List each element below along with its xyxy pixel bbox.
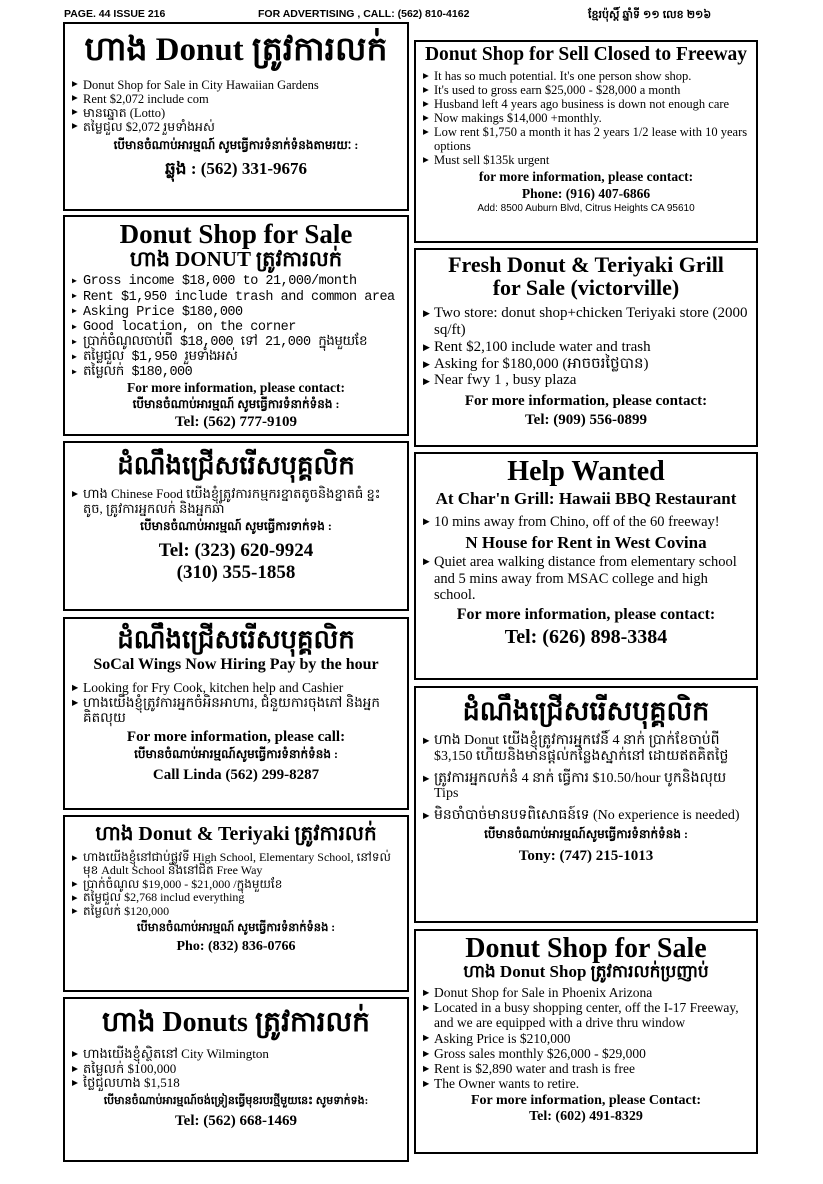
ad-item: ▶ Donut Shop for Sale in Phoenix Arizona: [423, 985, 749, 1000]
ad-item: ▶ Now makings $14,000 +monthly.: [423, 111, 749, 125]
ad-item: ▶ Asking Price is $210,000: [423, 1031, 749, 1046]
ad-phone: Tony: (747) 215-1013: [518, 847, 654, 864]
ad-title: ដំណឹងជ្រើសរើសបុគ្គលិក: [462, 696, 710, 726]
ad-contact-en: For more information, please Contact:: [470, 1093, 702, 1108]
ad-item: ▶ Good location, on the corner: [72, 320, 400, 335]
ad-item: ▶ It's used to gross earn $25,000 - $28,000 a month: [423, 83, 749, 97]
ad-donut-shop-for-sale: [63, 215, 409, 436]
ad-item: ▶ ហាងយើងខ្ញុំត្រូវការអ្នកចំអិនអាហារ, ជំនួយការចុងភៅ និងអ្នកគិតលុយ: [72, 695, 400, 725]
ad-item: ▶ ត្រូវការអ្នកលក់នំ 4 នាក់ ធ្វើការ $10.50/hour បូកនិងលុយ Tips: [423, 771, 749, 802]
ad-phone: (310) 355-1858: [176, 562, 296, 584]
ad-item: ▶ The Owner wants to retire.: [423, 1076, 749, 1091]
ad-title: ហាង Donuts ត្រូវការលក់: [102, 1007, 370, 1038]
ad-phone: Tel: (909) 556-0899: [525, 412, 647, 429]
ad-contact: បើមានចំណាប់អារម្មណ៍ សូមធ្វើការទំនាក់ទំនងតាមរយៈ :: [113, 137, 359, 152]
ad-hiring-chinese-food: [63, 441, 409, 611]
ad-item: ▶ តម្លៃជួល $1,950 រួមទាំងអស់: [72, 350, 400, 365]
ad-item: ▶ មានឆ្នោត (Lotto): [72, 106, 400, 120]
ad-hiring-donut: [414, 686, 758, 923]
ad-phone: ឆ្លុង : (562) 331-9676: [165, 158, 307, 178]
ad-address: Add: 8500 Auburn Blvd, Citrus Heights CA 95610: [477, 203, 695, 215]
ad-contact-en: For more information, please contact:: [126, 380, 346, 396]
ad-item: ▶ It has so much potential. It's one person show shop.: [423, 69, 749, 83]
ad-title: ដំណឹងជ្រើសរើសបុគ្គលិក: [117, 625, 355, 654]
ad-item: ▶ តម្លៃលក់ $100,000: [72, 1062, 400, 1077]
issue-khmer: ខ្មែរប៉ុស្ដិ៍ ឆ្នាំទី ១១ លេខ ២១៦: [588, 9, 712, 21]
ad-socal-wings: [63, 617, 409, 810]
ad-phone: Pho: (832) 836-0766: [176, 939, 296, 955]
page-number: PAGE. 44 ISSUE 216: [64, 8, 166, 20]
ad-item: ▶ Must sell $135k urgent: [423, 153, 749, 167]
ad-item: ▶ ថ្លៃជួលហាង $1,518: [72, 1076, 400, 1091]
ad-subtitle: At Char'n Grill: Hawaii BBQ Restaurant: [435, 489, 737, 509]
ad-contact: បើមានចំណាប់អារម្មណ៍ចង់ទ្រៀនធ្វើមុខរបរថ្មីមួយនេះ សូមទាក់ទង:: [103, 1095, 369, 1108]
ad-item: ▶ មិនចាំបាច់មានបទពិសោធន៍ទេ (No experience is needed): [423, 808, 749, 824]
ad-title: Donut Shop for Sale: [119, 219, 353, 249]
ad-fresh-donut-teriyaki: [414, 248, 758, 447]
ad-subtitle: ហាង DONUT ត្រូវការលក់: [129, 247, 343, 272]
ad-item: ▶ ប្រាក់ចំណូលចាប់ពី $18,000 ទៅ 21,000 ក្នុងមួយខែ: [72, 335, 400, 350]
ad-title: ដំណឹងជ្រើសរើសបុគ្គលិក: [117, 451, 355, 480]
ad-item: ▶ Rent is $2,890 water and trash is free: [423, 1061, 749, 1076]
ad-phone: Tel: (562) 777-9109: [175, 414, 297, 431]
ad-item: ▶ Asking Price $180,000: [72, 305, 400, 320]
ad-item: ▶ Asking for $180,000 (អាចចរថ្លៃបាន): [423, 356, 749, 373]
ad-item: ▶ Gross income $18,000 to 21,000/month: [72, 274, 400, 289]
ad-item: ▶ Low rent $1,750 a month it has 2 years 1/2 lease with 10 years options: [423, 125, 749, 153]
ad-title: Fresh Donut & Teriyaki Grill: [448, 252, 724, 277]
ad-contact: បើមានចំណាប់អារម្មណ៍ សូមធ្វើការទាក់ទង :: [140, 519, 332, 534]
ad-donut-closed-freeway: [414, 40, 758, 243]
ad-subtitle: ហាង Donut Shop ត្រូវការលក់ប្រញាប់: [463, 962, 709, 982]
ad-donut-phoenix: [414, 929, 758, 1154]
ad-title: Help Wanted: [507, 456, 665, 487]
ad-contact: បើមានចំណាប់អារម្មណ៍សូមធ្វើការទំនាក់ទំនង :: [134, 747, 338, 762]
ad-donut-hawaiian-gardens: [63, 22, 409, 211]
ad-item: ▶ Near fwy 1 , busy plaza: [423, 372, 749, 389]
ad-title: Donut Shop for Sale: [465, 933, 707, 964]
ad-donuts-wilmington: [63, 997, 409, 1162]
ad-phone: Tel: (602) 491-8329: [529, 1109, 643, 1124]
advertising-line: FOR ADVERTISING , CALL: (562) 810-4162: [258, 8, 470, 20]
ad-contact-en: for more information, please contact:: [478, 169, 694, 185]
ad-item: ▶ ហាងយើងខ្ញុំនៅជាប់ផ្លូវទី High School, Elementary School, នៅទល់មុខ Adult School និងនៅជិត Free Way: [72, 851, 400, 878]
ad-item: ▶ តម្លៃលក់ $120,000: [72, 905, 400, 918]
ad-subtitle: for Sale (victorville): [492, 275, 680, 301]
ad-item: ▶ Located in a busy shopping center, off the I-17 Freeway, and we are equipped with a drive thru window: [423, 1000, 749, 1030]
ad-contact-en: For more information, please contact:: [464, 393, 708, 410]
ad-item: ▶ ហាងយើងខ្ញុំស្ថិតនៅ City Wilmington: [72, 1047, 400, 1062]
ad-item: ▶ Quiet area walking distance from elementary school and 5 mins away from MSAC college and high school.: [423, 554, 749, 603]
ad-contact: បើមានចំណាប់អារម្មណ៍ សូមធ្វើការទំនាក់ទំនង :: [136, 922, 336, 935]
ad-help-wanted: [414, 452, 758, 680]
ad-donut-teriyaki: [63, 815, 409, 992]
ad-title: ហាង Donut ត្រូវការលក់: [84, 32, 388, 68]
ad-phone: Tel: (562) 668-1469: [175, 1113, 297, 1130]
ad-item: ▶ Rent $2,072 include com: [72, 92, 400, 106]
ad-contact-en: For more information, please contact:: [456, 606, 716, 624]
ad-contact: បើមានចំណាប់អារម្មណ៍សូមធ្វើការទំនាក់ទំនង :: [484, 826, 688, 841]
ad-phone: Phone: (916) 407-6866: [521, 186, 651, 202]
ad-item: ▶ ហាង Chinese Food យើងខ្ញុំត្រូវការកម្មករខ្នាតតូចនិងខ្នាតធំ ខ្នះតូច, ត្រូវការអ្នកលក់ និងអ្នកឆាំ: [72, 487, 400, 516]
ad-item: ▶ តម្លៃជួល $2,768 includ everything: [72, 891, 400, 904]
ad-item: ▶ Rent $1,950 include trash and common area: [72, 290, 400, 305]
ad-title: Donut Shop for Sell Closed to Freeway: [424, 44, 748, 65]
ad-item: ▶ Husband left 4 years ago business is down not enough care: [423, 97, 749, 111]
ad-contact-en: For more information, please call:: [126, 729, 346, 746]
ad-item: ▶ 10 mins away from Chino, off of the 60 freeway!: [423, 514, 749, 530]
ad-item: ▶ តម្លៃលក់ $180,000: [72, 365, 400, 380]
ad-item: ▶ ហាង Donut យើងខ្ញុំត្រូវការអ្នកវេនិ៍ 4 នាក់ ប្រាក់ខែចាប់ពី $3,150 ហើយនិងមានផ្តល់កន្លែងស្នាក់នៅ ដោយឥតគិតថ្លៃ: [423, 733, 749, 764]
ad-item: ▶ Looking for Fry Cook, kitchen help and Cashier: [72, 680, 400, 695]
ad-item: ▶ Gross sales monthly $26,000 - $29,000: [423, 1046, 749, 1061]
ad-item: ▶ Rent $2,100 include water and trash: [423, 339, 749, 356]
ad-subtitle: SoCal Wings Now Hiring Pay by the hour: [93, 656, 379, 674]
ad-item: ▶ Two store: donut shop+chicken Teriyaki store (2000 sq/ft): [423, 305, 749, 339]
ad-phone: Call Linda (562) 299-8287: [152, 767, 320, 784]
ad-phone: Tel: (323) 620-9924: [158, 540, 314, 562]
ad-subtitle: N House for Rent in West Covina: [465, 533, 707, 553]
ad-item: ▶ ប្រាក់ចំណូល $19,000 - $21,000 /ក្នុងមួយខែ: [72, 878, 400, 891]
ad-phone: Tel: (626) 898-3384: [504, 626, 668, 649]
ad-item: ▶ តម្លៃជួល $2,072 រួមទាំងអស់: [72, 120, 400, 134]
ad-contact: បើមានចំណាប់អារម្មណ៍ សូមធ្វើការទំនាក់ទំនង :: [132, 397, 340, 412]
ad-item: ▶ Donut Shop for Sale in City Hawaiian Gardens: [72, 78, 400, 92]
ad-title: ហាង Donut & Teriyaki ត្រូវការលក់: [95, 823, 377, 845]
